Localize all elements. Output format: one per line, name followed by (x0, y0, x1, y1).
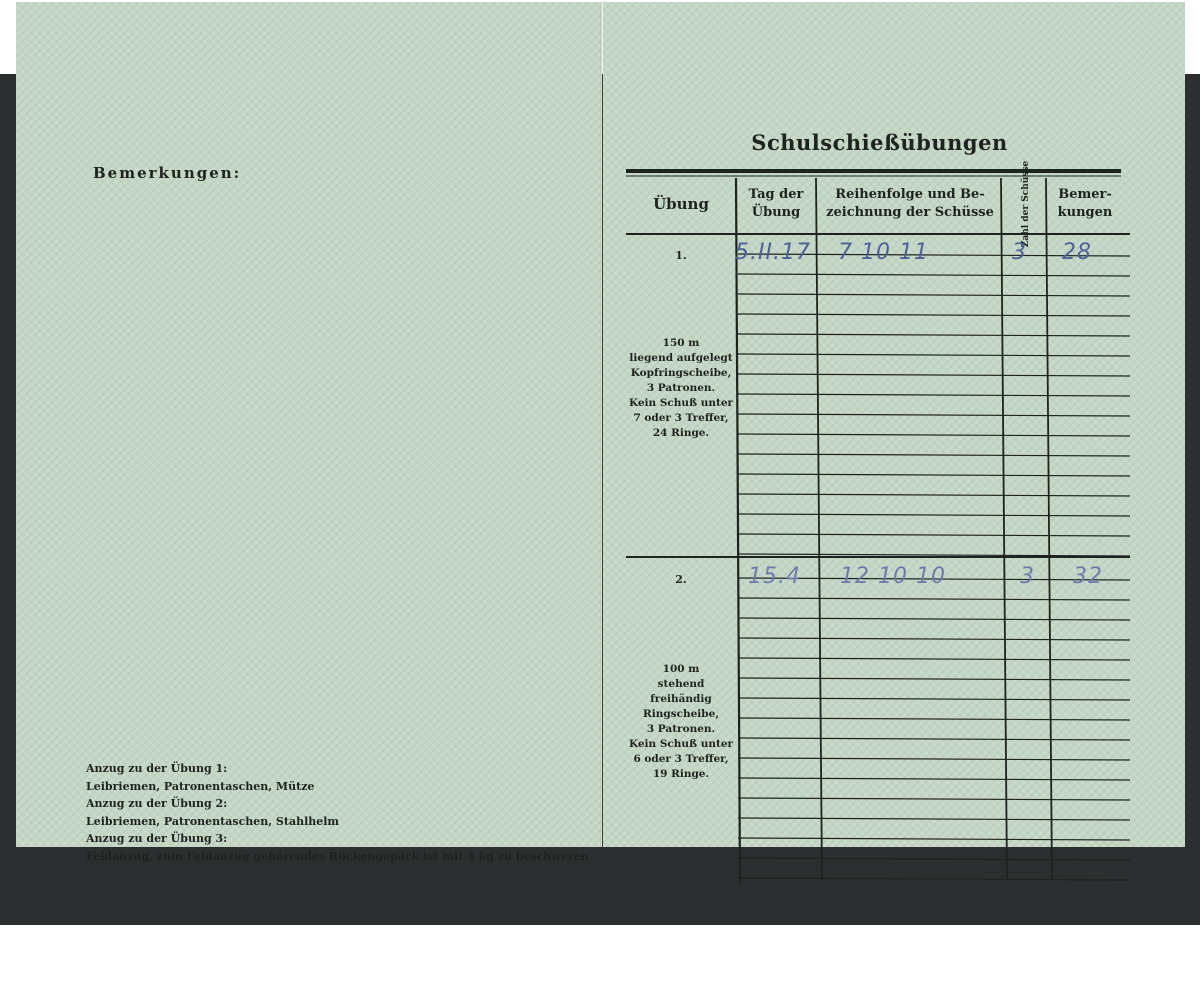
ex2-date-entry: 15.4 (748, 564, 801, 589)
ruled-line (738, 798, 1130, 800)
ex1-desc-line: Kein Schuß unter (628, 397, 734, 409)
ruled-line (738, 858, 1130, 860)
ex2-shots-entry: 3 (1020, 564, 1035, 589)
ex1-shots-entry: 3 (1012, 240, 1027, 265)
ruled-line (738, 374, 1130, 376)
header-exercise: Übung (653, 195, 709, 213)
ex1-desc-line: 150 m (662, 337, 700, 349)
ex1-desc-line: 3 Patronen. (646, 382, 716, 394)
ruled-line (738, 838, 1130, 840)
ruled-line (738, 638, 1130, 640)
header-sequence: Reihenfolge und Be- zeichnung der Schüsse (826, 187, 994, 220)
ruled-line (738, 778, 1130, 780)
ruled-line (738, 698, 1130, 700)
ruled-line (738, 474, 1130, 476)
ex1-desc-line: Kopfringscheibe, (630, 367, 732, 379)
attire-line-1: Anzug zu der Übung 1: (86, 762, 228, 775)
ruled-line (738, 334, 1130, 336)
ruled-line (738, 818, 1130, 820)
ex2-sequence-entry: 12 10 10 (840, 564, 946, 589)
attire-line-2: Leibriemen, Patronentaschen, Mütze (86, 779, 315, 793)
ex2-desc-line: stehend freihändig (650, 678, 712, 705)
ruled-line (738, 598, 1130, 600)
attire-line-4: Leibriemen, Patronentaschen, Stahlhelm (86, 814, 340, 828)
attire-line-6: Feldanzug, zum Feldanzug gehörendes Rückengepäck ist mit 4 kg zu beschweren (86, 849, 589, 863)
exercise-1-number: 1. (675, 249, 687, 262)
ruled-line (738, 758, 1130, 760)
ruled-line (738, 618, 1130, 620)
exercise-1-description (626, 336, 736, 441)
ruled-line (738, 738, 1130, 740)
ruled-line (738, 514, 1130, 516)
header-remarks: Bemer- kungen (1057, 187, 1113, 220)
ruled-line (738, 658, 1130, 660)
ruled-line (738, 394, 1130, 396)
ex2-desc-line: Kein Schuß unter (628, 738, 734, 750)
header-shots-label: Zahl der Schüsse (1021, 160, 1032, 248)
ex2-desc-line: 100 m (662, 663, 700, 675)
ex2-desc-line: 19 Ringe. (652, 768, 710, 780)
ex1-desc-line: 24 Ringe. (652, 427, 710, 439)
exercise-2-number: 2. (675, 573, 687, 586)
ruled-line (738, 294, 1130, 296)
ruled-line (738, 354, 1130, 356)
ruled-line (738, 314, 1130, 316)
remarks-label: Bemerkungen: (93, 164, 242, 182)
page-title: Schulschießübungen (751, 130, 1008, 155)
ruled-line (738, 454, 1130, 456)
ruled-line (738, 434, 1130, 436)
attire-line-3: Anzug zu der Übung 2: (86, 797, 228, 810)
ex1-desc-line: liegend aufgelegt (629, 352, 733, 364)
ex2-remarks-entry: 32 (1073, 564, 1103, 589)
ruled-line (738, 718, 1130, 720)
attire-line-5: Anzug zu der Übung 3: (86, 832, 228, 845)
ex2-desc-line: 6 oder 3 Treffer, (633, 753, 729, 765)
ruled-line (738, 414, 1130, 416)
ex2-desc-line: 3 Patronen. (646, 723, 716, 735)
header-date: Tag der Übung (748, 187, 804, 220)
ruled-line (738, 274, 1130, 276)
ex1-remarks-entry: 28 (1062, 240, 1092, 265)
ruled-line (738, 878, 1130, 880)
ruled-line (738, 678, 1130, 680)
header-shots (1007, 160, 1045, 248)
ex1-date-entry: 5.II.17 (735, 240, 811, 265)
ruled-line (738, 554, 1130, 556)
ruled-line (738, 534, 1130, 536)
ex1-desc-line: 7 oder 3 Treffer, (633, 412, 729, 424)
exercise-2-description (626, 662, 736, 782)
ex1-sequence-entry: 7 10 11 (838, 240, 929, 265)
ruled-line (738, 494, 1130, 496)
ex2-desc-line: Ringscheibe, (643, 708, 719, 720)
